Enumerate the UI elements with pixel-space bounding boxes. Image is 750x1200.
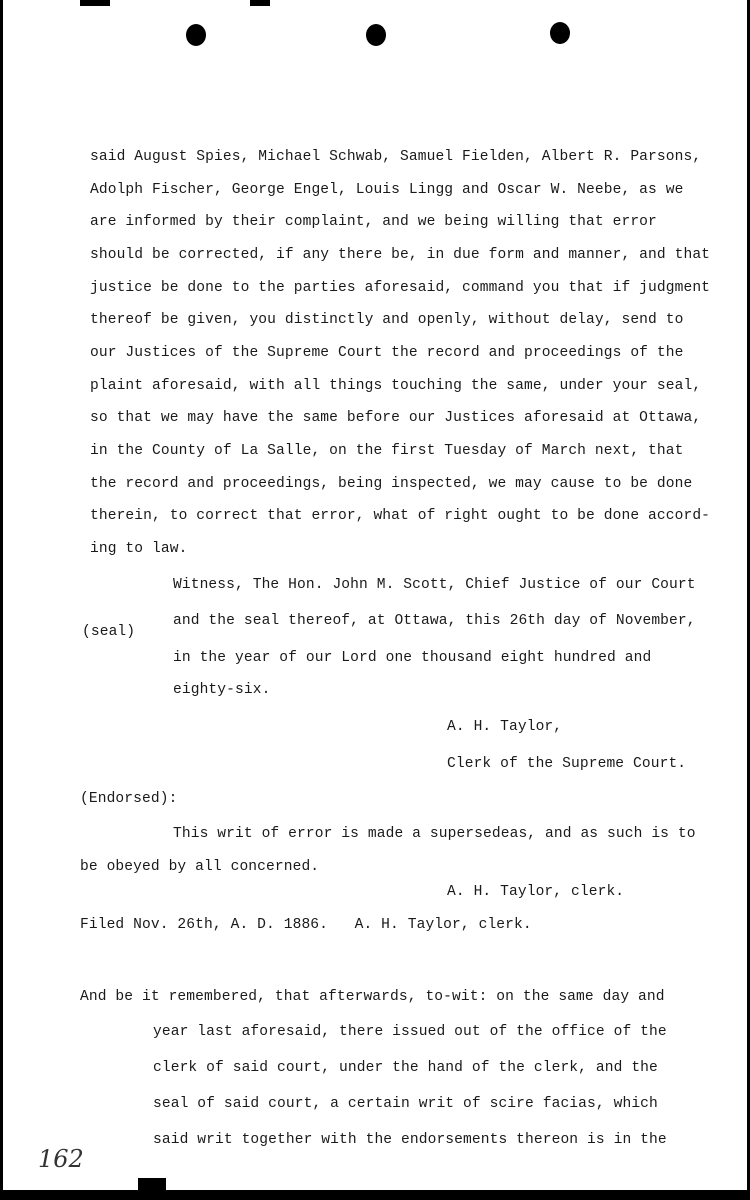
seal-label: (seal)	[82, 624, 136, 640]
text-line: and the seal thereof, at Ottawa, this 26th day of November,	[173, 613, 696, 629]
text-line: And be it remembered, that afterwards, to-wit: on the same day and	[80, 989, 665, 1005]
handwritten-page-number: 162	[38, 1145, 84, 1173]
scan-edge-left	[0, 0, 3, 1200]
text-line: be obeyed by all concerned.	[80, 859, 320, 875]
text-line: Adolph Fischer, George Engel, Louis Lingg and Oscar W. Neebe, as we	[90, 182, 684, 198]
text-line: therein, to correct that error, what of right ought to be done accord-	[90, 508, 711, 524]
text-line: should be corrected, if any there be, in due form and manner, and that	[90, 247, 711, 263]
text-line: year last aforesaid, there issued out of the office of the	[153, 1024, 667, 1040]
filed-line: Filed Nov. 26th, A. D. 1886. A. H. Taylor, clerk.	[80, 917, 532, 933]
punch-hole	[366, 24, 386, 46]
text-line: plaint aforesaid, with all things touching the same, under your seal,	[90, 378, 702, 394]
scan-edge-top	[80, 0, 110, 6]
text-line: the record and proceedings, being inspected, we may cause to be done	[90, 476, 693, 492]
text-line: are informed by their complaint, and we being willing that error	[90, 214, 657, 230]
text-line: in the year of our Lord one thousand eight hundred and	[173, 650, 652, 666]
text-line: our Justices of the Supreme Court the record and proceedings of the	[90, 345, 684, 361]
text-line: Witness, The Hon. John M. Scott, Chief Justice of our Court	[173, 577, 696, 593]
endorsed-label: (Endorsed):	[80, 791, 178, 807]
text-line: eighty-six.	[173, 682, 271, 698]
scan-edge-bottom	[0, 1190, 750, 1200]
text-line: seal of said court, a certain writ of scire facias, which	[153, 1096, 658, 1112]
text-line: thereof be given, you distinctly and openly, without delay, send to	[90, 312, 684, 328]
text-line: ing to law.	[90, 541, 188, 557]
text-line: said August Spies, Michael Schwab, Samuel Fielden, Albert R. Parsons,	[90, 149, 702, 165]
signature-name: A. H. Taylor,	[447, 719, 563, 735]
text-line: justice be done to the parties aforesaid, command you that if judgment	[90, 280, 711, 296]
text-line: in the County of La Salle, on the first Tuesday of March next, that	[90, 443, 684, 459]
text-line: so that we may have the same before our Justices aforesaid at Ottawa,	[90, 410, 702, 426]
punch-hole	[186, 24, 206, 46]
scan-edge-bottom	[138, 1178, 166, 1192]
endorsement-signature: A. H. Taylor, clerk.	[447, 884, 625, 900]
punch-hole	[550, 22, 570, 44]
signature-title: Clerk of the Supreme Court.	[447, 756, 687, 772]
text-line: This writ of error is made a supersedeas, and as such is to	[173, 826, 696, 842]
scan-edge-top	[250, 0, 270, 6]
text-line: clerk of said court, under the hand of the clerk, and the	[153, 1060, 658, 1076]
text-line: said writ together with the endorsements thereon is in the	[153, 1132, 667, 1148]
